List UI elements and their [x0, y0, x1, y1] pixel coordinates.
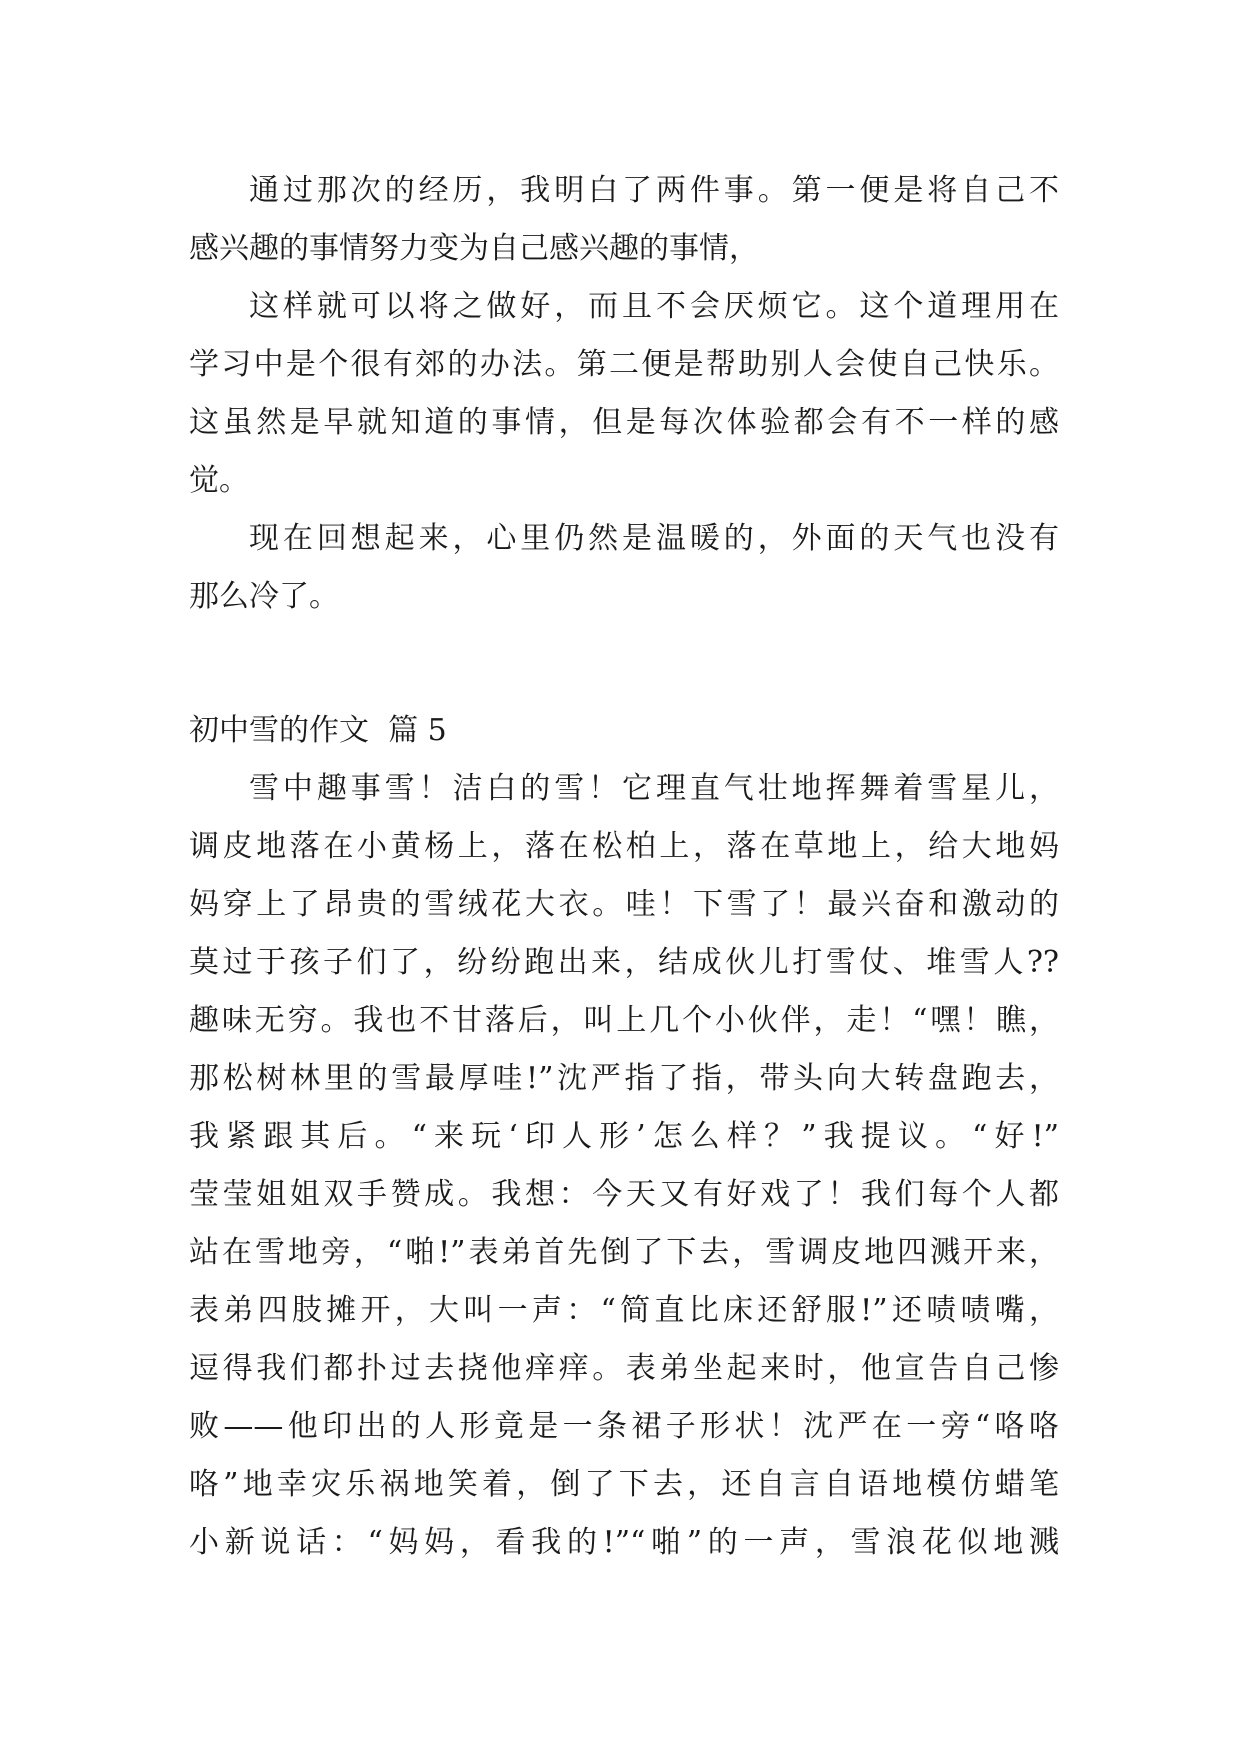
- text-line: 逗得我们都扑过去挠他痒痒。表弟坐起来时，他宣告自己惨: [189, 1351, 1059, 1386]
- paragraph-3: [189, 510, 1059, 626]
- text-line: 莹莹姐姐双手赞成。我想：今天又有好戏了！我们每个人都: [189, 1177, 1059, 1212]
- section-spacer: [189, 626, 1059, 702]
- text-line: 我紧跟其后。“来玩‘印人形’怎么样？”我提议。“好!”: [189, 1119, 1059, 1154]
- text-line: 那松树林里的雪最厚哇!”沈严指了指，带头向大转盘跑去，: [189, 1061, 1059, 1096]
- text-line: 通过那次的经历，我明白了两件事。第一便是将自己不: [249, 173, 1059, 208]
- text-line: 趣味无穷。我也不甘落后，叫上几个小伙伴，走！“嘿！瞧，: [189, 1003, 1059, 1038]
- paragraph-1: [189, 162, 1059, 278]
- text-line: 雪中趣事雪！洁白的雪！它理直气壮地挥舞着雪星儿，: [249, 771, 1059, 806]
- text-line: 现在回想起来，心里仍然是温暖的，外面的天气也没有: [249, 521, 1059, 556]
- text-line: 莫过于孩子们了，纷纷跑出来，结成伙儿打雪仗、堆雪人??: [189, 945, 1059, 980]
- text-line: 败——他印出的人形竟是一条裙子形状！沈严在一旁“咯咯: [189, 1409, 1059, 1444]
- text-line: 觉。: [189, 463, 249, 498]
- text-line: 小新说话：“妈妈，看我的!”“啪”的一声，雪浪花似地溅: [189, 1525, 1059, 1560]
- text-line: 这样就可以将之做好，而且不会厌烦它。这个道理用在: [249, 289, 1059, 324]
- text-line: 咯”地幸灾乐祸地笑着，倒了下去，还自言自语地模仿蜡笔: [189, 1467, 1059, 1502]
- text-line: 那么冷了。: [189, 579, 339, 614]
- section-heading: 初中雪的作文 篇 5: [189, 713, 447, 748]
- paragraph-2: [189, 278, 1059, 510]
- text-line: 调皮地落在小黄杨上，落在松柏上，落在草地上，给大地妈: [189, 829, 1059, 864]
- paragraph-4: [189, 760, 1059, 1572]
- text-line: 学习中是个很有郊的办法。第二便是帮助别人会使自己快乐。: [189, 347, 1059, 382]
- text-line: 妈穿上了昂贵的雪绒花大衣。哇！下雪了！最兴奋和激动的: [189, 887, 1059, 922]
- text-line: 这虽然是早就知道的事情，但是每次体验都会有不一样的感: [189, 405, 1059, 440]
- text-line: 感兴趣的事情努力变为自己感兴趣的事情，: [189, 231, 759, 266]
- text-line: 表弟四肢摊开，大叫一声：“简直比床还舒服!”还啧啧嘴，: [189, 1293, 1059, 1328]
- document-body: [189, 162, 1059, 1572]
- text-line: 站在雪地旁，“啪!”表弟首先倒了下去，雪调皮地四溅开来，: [189, 1235, 1059, 1270]
